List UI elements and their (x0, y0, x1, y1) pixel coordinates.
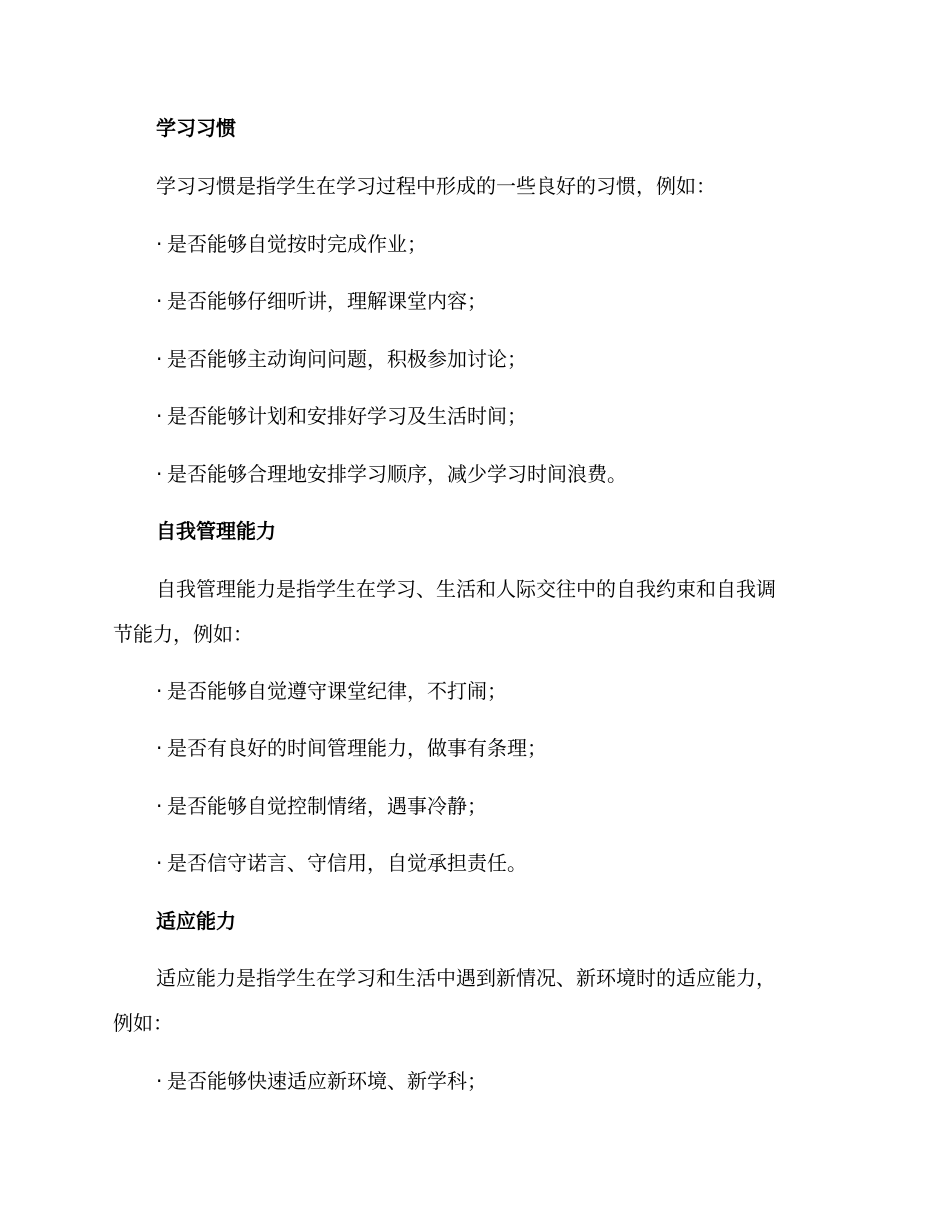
list-item (156, 733, 547, 763)
bullet-icon: · (156, 851, 163, 875)
list-item-text: 是否能够主动询问问题，积极参加讨论； (167, 347, 527, 371)
section-intro-continued: 节能力，例如： (113, 622, 253, 646)
list-item-text: 是否能够计划和安排好学习及生活时间； (167, 404, 527, 428)
list-item-text: 是否能够仔细听讲，理解课堂内容； (167, 289, 487, 313)
list-item-text: 是否能够自觉控制情绪，遇事冷静； (167, 794, 487, 818)
bullet-icon: · (156, 404, 163, 428)
list-item-text: 是否能够快速适应新环境、新学科； (167, 1069, 487, 1093)
list-item (156, 676, 507, 706)
list-item-text: 是否能够自觉遵守课堂纪律，不打闹； (167, 679, 507, 703)
section-heading: 适应能力 (156, 909, 236, 933)
list-item (156, 791, 487, 821)
bullet-icon: · (156, 347, 163, 371)
list-item (156, 286, 487, 316)
section-heading: 学习习惯 (156, 116, 236, 140)
bullet-icon: · (156, 679, 163, 703)
list-item-text: 是否有良好的时间管理能力，做事有条理； (167, 736, 547, 760)
section-intro-continued: 例如： (113, 1011, 173, 1035)
bullet-icon: · (156, 289, 163, 313)
section-intro: 学习习惯是指学生在学习过程中形成的一些良好的习惯，例如： (156, 174, 716, 198)
bullet-icon: · (156, 736, 163, 760)
bullet-icon: · (156, 462, 163, 486)
bullet-icon: · (156, 1069, 163, 1093)
section-heading: 自我管理能力 (156, 519, 276, 543)
list-item-text: 是否能够自觉按时完成作业； (167, 232, 427, 256)
list-item-text: 是否信守诺言、守信用，自觉承担责任。 (167, 851, 527, 875)
list-item (156, 229, 427, 259)
list-item (156, 1066, 487, 1096)
list-item (156, 459, 627, 489)
list-item (156, 344, 527, 374)
section-intro: 适应能力是指学生在学习和生活中遇到新情况、新环境时的适应能力， (156, 966, 776, 990)
section-intro: 自我管理能力是指学生在学习、生活和人际交往中的自我约束和自我调 (156, 577, 776, 601)
list-item (156, 401, 527, 431)
bullet-icon: · (156, 794, 163, 818)
list-item-text: 是否能够合理地安排学习顺序，减少学习时间浪费。 (167, 462, 627, 486)
list-item (156, 848, 527, 878)
bullet-icon: · (156, 232, 163, 256)
